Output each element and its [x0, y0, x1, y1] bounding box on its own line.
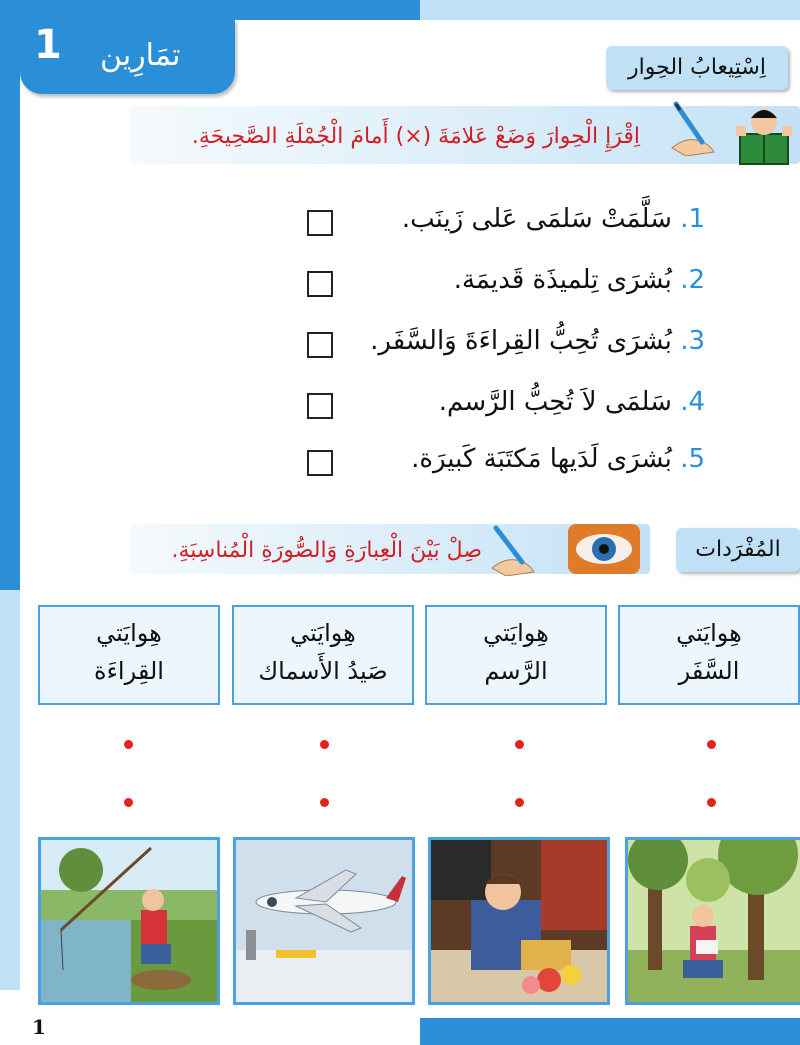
eye-icon — [568, 524, 640, 574]
question-text: بُشرَى لَدَيها مَكتَبَة كَبيرَة. — [411, 444, 672, 474]
left-border — [0, 20, 20, 590]
question-text: بُشرَى تِلميذَة قَديمَة. — [453, 265, 672, 295]
phrase-card-2[interactable] — [425, 605, 607, 705]
question-text: سَلَّمَتْ سَلمَى عَلى زَينَب. — [401, 204, 672, 234]
connect-dot-card-3[interactable] — [320, 740, 329, 749]
card-line-1: هِوايَتي — [483, 619, 549, 647]
lesson-number: 1 — [34, 22, 62, 68]
child-reading-icon — [734, 104, 794, 166]
picture-drawing-at-desk[interactable] — [428, 837, 610, 1005]
card-line-1: هِوايَتي — [96, 619, 162, 647]
card-line-2: السَّفَر — [678, 657, 740, 685]
answer-checkbox-3[interactable] — [307, 332, 333, 358]
connect-dot-card-2[interactable] — [515, 740, 524, 749]
question-1 — [402, 204, 705, 234]
question-5 — [411, 444, 705, 474]
connect-dot-picture-2[interactable] — [515, 798, 524, 807]
instruction-text-2: صِلْ بَيْنَ الْعِبارَةِ وَالصُّورَةِ الْمُناسِبَةِ. — [171, 538, 482, 563]
card-line-1: هِوايَتي — [290, 619, 356, 647]
answer-checkbox-2[interactable] — [307, 271, 333, 297]
phrase-card-1[interactable] — [618, 605, 800, 705]
question-number: 3. — [680, 326, 705, 356]
picture-fishing-by-river[interactable] — [38, 837, 220, 1005]
phrase-card-3[interactable] — [232, 605, 414, 705]
phrase-card-4[interactable] — [38, 605, 220, 705]
connect-dot-picture-4[interactable] — [124, 798, 133, 807]
connect-dot-card-1[interactable] — [707, 740, 716, 749]
connect-dot-card-4[interactable] — [124, 740, 133, 749]
section-tab-vocabulary: المُفْرَدات — [676, 528, 800, 572]
bottom-border — [420, 1018, 800, 1045]
card-line-1: هِوايَتي — [676, 619, 742, 647]
question-4 — [439, 387, 705, 417]
question-text: بُشرَى تُحِبُّ القِراءَةَ وَالسَّفَر. — [370, 326, 672, 356]
picture-reading-in-forest[interactable] — [625, 837, 800, 1005]
pencil-hand-icon — [486, 518, 540, 576]
lesson-title: تمَارِين — [100, 38, 181, 73]
instruction-text: اِقْرَإِ الْحِوارَ وَضَعْ عَلامَةَ (×) أَمامَ الْجُمْلَةِ الصَّحِيحَةِ. — [191, 124, 640, 149]
picture-airplane-landing[interactable] — [233, 837, 415, 1005]
question-number: 4. — [680, 387, 705, 417]
question-number: 5. — [680, 444, 705, 474]
pencil-hand-icon — [666, 98, 720, 156]
question-number: 1. — [680, 204, 705, 234]
section-tab-comprehension: اِسْتِيعابُ الحِوار — [606, 46, 788, 90]
answer-checkbox-1[interactable] — [307, 210, 333, 236]
answer-checkbox-4[interactable] — [307, 393, 333, 419]
connect-dot-picture-3[interactable] — [320, 798, 329, 807]
question-text: سَلمَى لاَ تُحِبُّ الرَّسم. — [438, 387, 672, 417]
card-line-2: صَيدُ الأَسماك — [258, 657, 388, 685]
question-number: 2. — [680, 265, 705, 295]
card-line-2: الرَّسم — [484, 657, 548, 685]
connect-dot-picture-1[interactable] — [707, 798, 716, 807]
card-line-2: القِراءَة — [94, 657, 164, 685]
top-border-light — [420, 0, 800, 20]
answer-checkbox-5[interactable] — [307, 450, 333, 476]
page-number: 1 — [32, 1015, 46, 1039]
left-border-light — [0, 590, 20, 990]
question-3 — [370, 326, 705, 356]
question-2 — [454, 265, 705, 295]
